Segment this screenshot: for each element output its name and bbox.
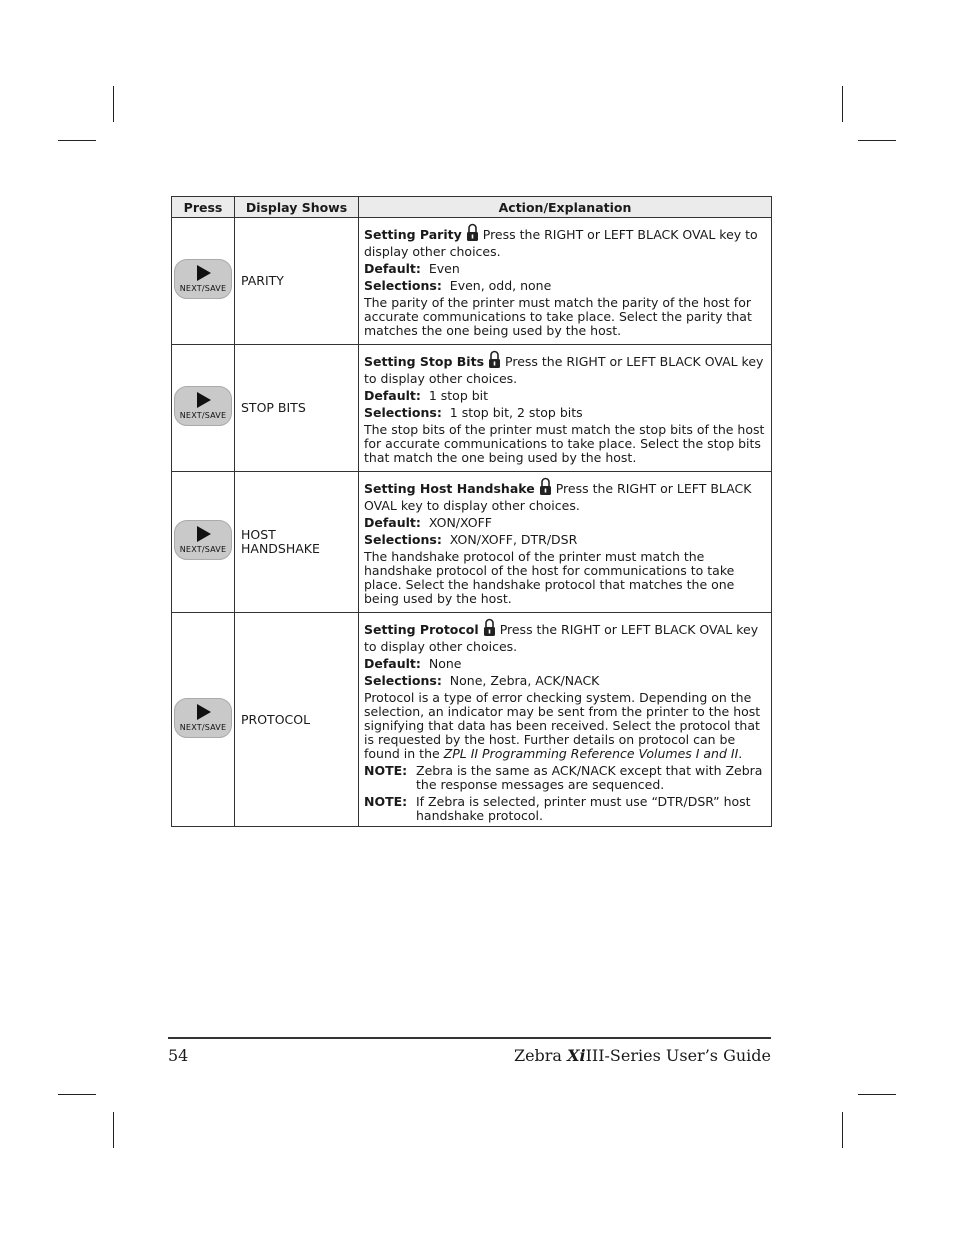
next-save-key[interactable]: [174, 520, 232, 560]
manual-reference: ZPL II Programming Reference Volumes I and II: [443, 746, 739, 761]
table-row: [172, 472, 772, 613]
lock-icon: [466, 222, 479, 245]
next-save-key[interactable]: [174, 386, 232, 426]
crop-mark: [113, 1112, 114, 1148]
note-text: Zebra is the same as ACK/NACK except that with Zebra the response messages are sequenced.: [416, 763, 763, 792]
selections-label: Selections:: [364, 278, 442, 293]
selections-label: Selections:: [364, 405, 442, 420]
display-text-value: HOST HANDSHAKE: [241, 527, 320, 556]
selections-label: Selections:: [364, 532, 442, 547]
footer-rule: [168, 1037, 771, 1039]
press-cell: [172, 345, 235, 472]
table-row: [172, 613, 772, 827]
key-label: NEXT/SAVE: [179, 411, 227, 420]
right-arrow-icon: [197, 526, 211, 542]
default-value: None: [428, 656, 462, 671]
explanation: The stop bits of the printer must match the stop bits of the host for accurate communications to take place. Select the stop bits that match the one being used by the host.: [364, 422, 765, 465]
explanation-end: .: [738, 746, 743, 761]
page-number: 54: [168, 1046, 189, 1065]
lock-icon: [488, 349, 501, 372]
setting-description: Press the RIGHT or LEFT BLACK OVAL key to display other choices.: [364, 227, 758, 259]
crop-mark: [842, 1112, 843, 1148]
default-value: Even: [428, 261, 460, 276]
key-label: NEXT/SAVE: [179, 545, 227, 554]
selections-label: Selections:: [364, 673, 442, 688]
note-label: NOTE:: [364, 794, 408, 809]
next-save-key[interactable]: [174, 698, 232, 738]
setting-title: Setting Protocol: [364, 622, 479, 637]
header-display-shows: Display Shows: [235, 197, 359, 218]
key-label: NEXT/SAVE: [179, 722, 227, 732]
display-text: [235, 472, 359, 613]
crop-mark: [58, 1094, 96, 1095]
note-label: NOTE:: [364, 763, 408, 778]
lock-icon: [483, 617, 496, 640]
setting-line: [364, 222, 765, 259]
display-text: PROTOCOL: [235, 613, 359, 827]
explanation: The handshake protocol of the printer must match the handshake protocol of the host for communications to take place. Select the handshake protocol that matches the one being used by the host.: [364, 549, 735, 606]
press-cell: [172, 613, 235, 827]
selections-value: XON/XOFF, DTR/DSR: [449, 532, 578, 547]
selections-value: None, Zebra, ACK/NACK: [449, 673, 600, 688]
default-label: Default:: [364, 515, 421, 530]
default-value: XON/XOFF: [428, 515, 492, 530]
footer-title-prefix: Zebra: [513, 1046, 568, 1065]
setting-title: Setting Parity: [364, 227, 462, 242]
footer-title-emph: Xi: [567, 1046, 586, 1065]
setting-line: [364, 349, 765, 386]
default-label: Default:: [364, 656, 421, 671]
setting-description: Press the RIGHT or LEFT BLACK OVAL key to display other choices.: [364, 481, 752, 513]
display-text: PARITY: [235, 218, 359, 345]
explanation: [364, 691, 765, 761]
action-cell: [359, 218, 772, 345]
table-header-row: [172, 197, 772, 218]
default-line: [364, 516, 765, 530]
action-cell: [359, 345, 772, 472]
selections-line: [364, 406, 765, 420]
selections-value: Even, odd, none: [449, 278, 552, 293]
next-save-key[interactable]: [174, 259, 232, 299]
table-row: [172, 218, 772, 345]
action-cell: [359, 472, 772, 613]
action-cell: [359, 613, 772, 827]
crop-mark: [58, 140, 96, 141]
selections-line: [364, 279, 765, 293]
setting-title: Setting Stop Bits: [364, 354, 485, 369]
default-label: Default:: [364, 261, 421, 276]
default-line: [364, 657, 765, 671]
note: [364, 795, 765, 823]
note-text: If Zebra is selected, printer must use “DTR/DSR” host handshake protocol.: [416, 794, 751, 823]
footer-title: [514, 1046, 771, 1065]
crop-mark: [113, 86, 114, 122]
setting-line: [364, 617, 765, 654]
explanation-text: Protocol is a type of error checking system. Depending on the selection, an indicator may be sent from the printer to the host signifying that data has been received. Select the protocol that is requested by the host. Further details on protocol can be found in the: [364, 690, 761, 761]
right-arrow-icon: [197, 704, 211, 720]
crop-mark: [842, 86, 843, 122]
crop-mark: [858, 1094, 896, 1095]
selections-line: [364, 533, 765, 547]
header-press: Press: [172, 197, 235, 218]
selections-value: 1 stop bit, 2 stop bits: [449, 405, 583, 420]
default-label: Default:: [364, 388, 421, 403]
setting-description: Press the RIGHT or LEFT BLACK OVAL key to display other choices.: [364, 622, 759, 654]
settings-table: [171, 196, 772, 827]
right-arrow-icon: [197, 265, 211, 281]
default-line: [364, 389, 765, 403]
key-label: NEXT/SAVE: [179, 284, 227, 293]
explanation: The parity of the printer must match the parity of the host for accurate communications to take place. Select the parity that matches the one being used by the host.: [364, 295, 752, 338]
right-arrow-icon: [197, 392, 211, 408]
table-row: [172, 345, 772, 472]
footer-title-suffix: III-Series User’s Guide: [585, 1046, 771, 1065]
setting-description: Press the RIGHT or LEFT BLACK OVAL key to display other choices.: [364, 354, 764, 386]
press-cell: [172, 218, 235, 345]
note: [364, 764, 765, 792]
setting-title: Setting Host Handshake: [364, 481, 535, 496]
lock-icon: [539, 476, 552, 499]
default-line: [364, 262, 765, 276]
header-action-explanation: Action/Explanation: [359, 197, 772, 218]
default-value: 1 stop bit: [428, 388, 489, 403]
press-cell: [172, 472, 235, 613]
crop-mark: [858, 140, 896, 141]
setting-line: [364, 476, 765, 513]
selections-line: [364, 674, 765, 688]
display-text: STOP BITS: [235, 345, 359, 472]
